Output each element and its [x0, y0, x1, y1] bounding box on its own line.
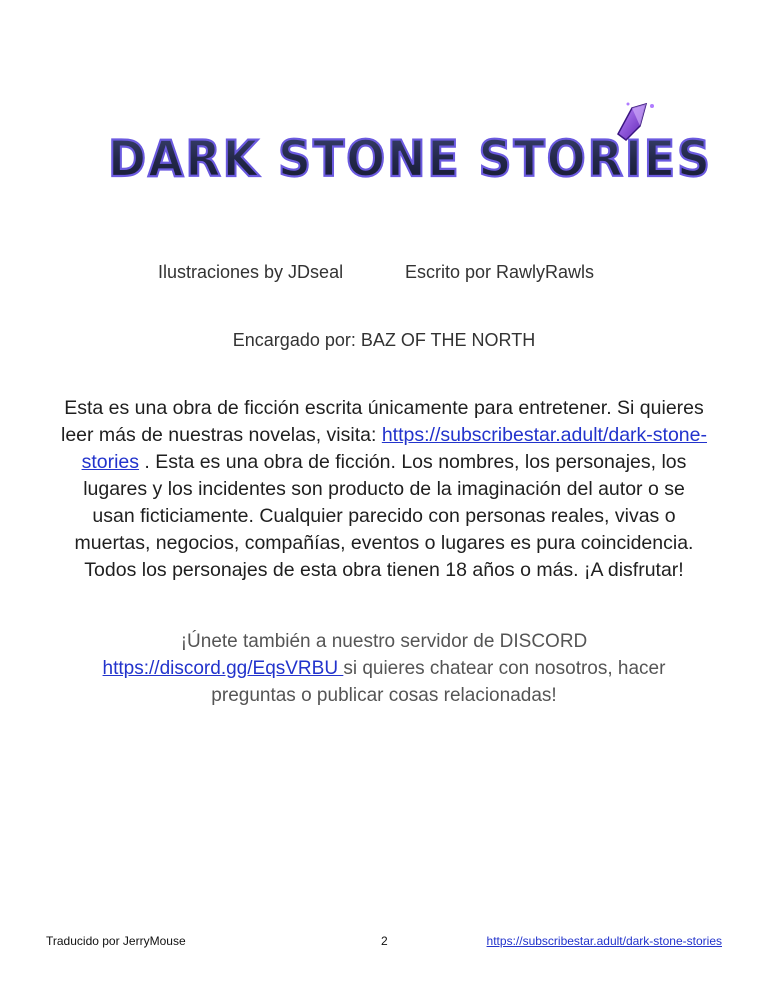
disclaimer-text-start: Esta es una obra de ficción escrita únicamente para entretener. Si quieres leer más de nuestras novelas, visita: — [61, 397, 704, 446]
commission-credit: Encargado por: BAZ OF THE NORTH — [232, 330, 536, 350]
dark-stone-stories-logo — [100, 96, 720, 192]
subscribestar-link[interactable]: https://subscribestar.adult/dark-stone-stories — [81, 424, 707, 473]
disclaimer-text-end: . Esta es una obra de ficción. Los nombres, los personajes, los lugares y los incidentes son producto de la imaginación del autor o se usan ficticiamente. Cualquier parecido con personas reales, vivas o muertas, negocios, compañías, eventos o lugares es pura coincidencia. Todos los personajes de esta obra tienen 18 años o más. ¡A disfrutar! — [74, 451, 694, 581]
illustrator-credit: Ilustraciones by JDseal — [158, 262, 344, 282]
discord-invite — [80, 628, 688, 709]
footer-subscribestar-link[interactable]: https://subscribestar.adult/dark-stone-stories — [486, 934, 722, 948]
discord-text: si quieres chatear con nosotros, hacer preguntas o publicar cosas relacionadas! — [211, 658, 666, 706]
discord-heading: ¡Únete también a nuestro servidor de DISCORD — [180, 631, 588, 652]
translator-credit: Traducido por JerryMouse — [46, 934, 186, 948]
writer-credit: Escrito por RawlyRawls — [405, 262, 595, 282]
disclaimer-paragraph — [60, 395, 708, 584]
discord-link[interactable]: https://discord.gg/EqsVRBU — [102, 658, 344, 679]
logo-text: DARK STONE STORIES — [108, 130, 712, 188]
page-number: 2 — [381, 934, 388, 948]
